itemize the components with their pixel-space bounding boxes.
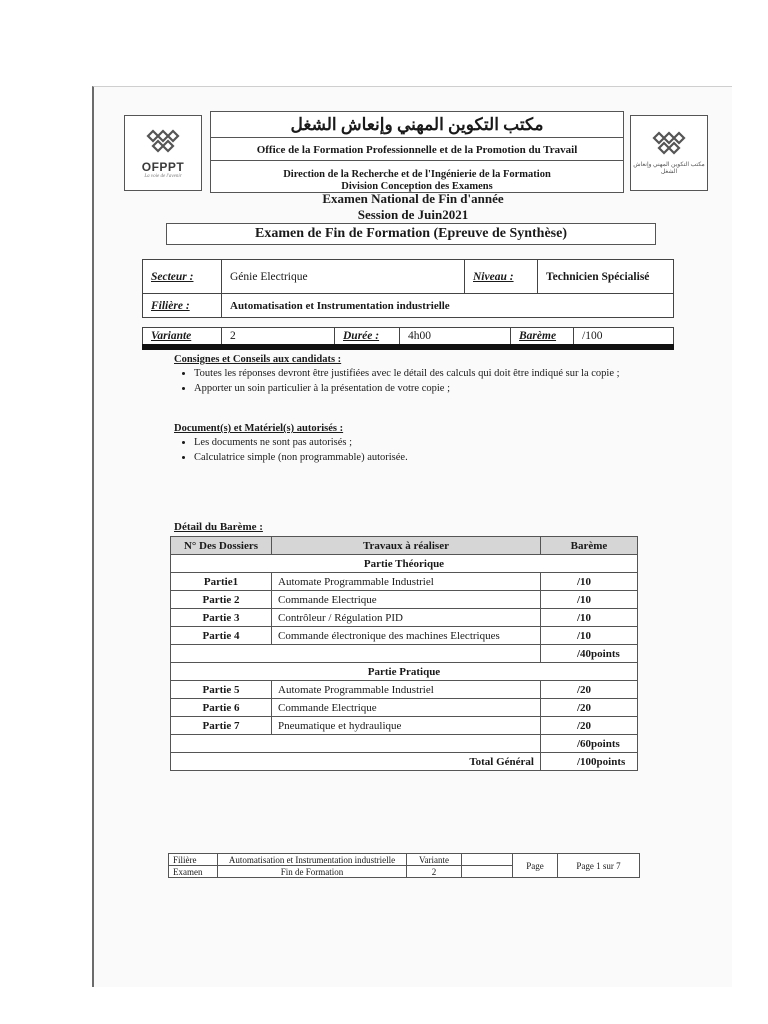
task-cell: Commande électronique des machines Electriques <box>272 627 541 645</box>
subtotal-row <box>171 735 638 753</box>
score-cell: /10 <box>541 627 638 645</box>
exam-page <box>92 86 732 987</box>
total-label: Total Général <box>171 753 541 771</box>
variante-label: Variante <box>143 328 222 345</box>
filiere-label: Filière : <box>143 294 222 318</box>
bareme-value: /100 <box>574 328 674 345</box>
table-row <box>171 717 638 735</box>
header-title-block <box>210 111 624 193</box>
part-cell: Partie 7 <box>171 717 272 735</box>
footer-examen-label: Examen <box>169 866 218 878</box>
score-cell: /10 <box>541 609 638 627</box>
bareme-title: Détail du Barème : <box>174 521 263 533</box>
footer-empty-cell <box>462 854 513 866</box>
score-cell: /20 <box>541 699 638 717</box>
exam-session: Session de Juin2021 <box>357 207 469 222</box>
section-title: Partie Théorique <box>171 555 638 573</box>
section-row-theorique <box>171 555 638 573</box>
task-cell: Automate Programmable Industriel <box>272 573 541 591</box>
ofppt-logo-arabic <box>630 115 708 191</box>
column-header: Barème <box>541 537 638 555</box>
part-cell: Partie 3 <box>171 609 272 627</box>
section-title: Partie Pratique <box>171 663 638 681</box>
task-cell: Automate Programmable Industriel <box>272 681 541 699</box>
info-table-top <box>142 259 674 318</box>
niveau-label: Niveau : <box>465 260 538 294</box>
ofppt-logo <box>124 115 202 191</box>
bareme-label: Barème <box>511 328 574 345</box>
empty-cell <box>171 645 541 663</box>
task-cell: Contrôleur / Régulation PID <box>272 609 541 627</box>
office-name: Office de la Formation Professionnelle et de la Promotion du Travail <box>256 144 578 156</box>
part-cell: Partie1 <box>171 573 272 591</box>
consignes-section <box>174 353 674 397</box>
documents-list <box>174 436 674 464</box>
footer-page-label: Page <box>513 854 558 878</box>
info-table-bottom <box>142 327 674 345</box>
footer-filiere-value: Automatisation et Instrumentation industrielle <box>218 854 407 866</box>
page-header <box>124 111 708 191</box>
score-cell: /10 <box>541 591 638 609</box>
score-cell: /20 <box>541 681 638 699</box>
total-value: /100points <box>541 753 638 771</box>
logo-text: OFPPT <box>141 159 185 174</box>
list-item: • Apporter un soin particulier à la présentation de votre copie ; <box>194 382 674 395</box>
separator-bar <box>142 344 674 350</box>
variante-value: 2 <box>222 328 335 345</box>
page-footer <box>168 853 640 878</box>
footer-variante-value: 2 <box>407 866 462 878</box>
logo-arabic-text: مكتب التكوين المهني وإنعاش الشغل <box>633 162 705 175</box>
direction-line-1: Direction de la Recherche et de l'Ingénierie de la Formation <box>283 169 551 180</box>
total-row <box>171 753 638 771</box>
list-item: • Les documents ne sont pas autorisés ; <box>194 436 674 449</box>
secteur-value: Génie Electrique <box>222 260 465 294</box>
score-cell: /20 <box>541 717 638 735</box>
part-cell: Partie 6 <box>171 699 272 717</box>
header-divider <box>211 160 623 161</box>
subtotal-cell: /40points <box>541 645 638 663</box>
column-header: Travaux à réaliser <box>272 537 541 555</box>
niveau-value: Technicien Spécialisé <box>538 260 674 294</box>
subtotal-row <box>171 645 638 663</box>
footer-examen-value: Fin de Formation <box>218 866 407 878</box>
list-item: • Calculatrice simple (non programmable) autorisée. <box>194 451 674 464</box>
arabic-title: مكتب التكوين المهني وإنعاش الشغل <box>290 115 544 134</box>
table-row <box>171 609 638 627</box>
part-cell: Partie 4 <box>171 627 272 645</box>
footer-variante-label: Variante <box>407 854 462 866</box>
bareme-table <box>170 536 638 771</box>
documents-section <box>174 422 674 466</box>
consignes-list <box>174 367 674 395</box>
task-cell: Commande Electrique <box>272 591 541 609</box>
filiere-value: Automatisation et Instrumentation industrielle <box>222 294 674 318</box>
exam-national-title: Examen National de Fin d'année <box>322 191 504 206</box>
table-row <box>171 681 638 699</box>
score-cell: /10 <box>541 573 638 591</box>
empty-cell <box>171 735 541 753</box>
duree-label: Durée : <box>335 328 400 345</box>
table-row <box>171 699 638 717</box>
section-row-pratique <box>171 663 638 681</box>
ofppt-logo-mark-icon <box>140 128 186 158</box>
task-cell: Pneumatique et hydraulique <box>272 717 541 735</box>
logo-subtitle: La voie de l'avenir <box>144 173 182 179</box>
table-row <box>171 573 638 591</box>
header-divider <box>211 137 623 138</box>
subtotal-cell: /60points <box>541 735 638 753</box>
part-cell: Partie 5 <box>171 681 272 699</box>
consignes-title: Consignes et Conseils aux candidats : <box>174 354 342 365</box>
footer-page-value: Page 1 sur 7 <box>558 854 640 878</box>
duree-value: 4h00 <box>400 328 511 345</box>
list-item: • Toutes les réponses devront être justifiées avec le détail des calculs qui doit être indiqué sur la copie ; <box>194 367 674 380</box>
table-row <box>171 627 638 645</box>
footer-empty-cell <box>462 866 513 878</box>
footer-filiere-label: Filière <box>169 854 218 866</box>
column-header: N° Des Dossiers <box>171 537 272 555</box>
secteur-label: Secteur : <box>143 260 222 294</box>
direction-line-2: Division Conception des Examens <box>341 181 493 192</box>
part-cell: Partie 2 <box>171 591 272 609</box>
table-row <box>171 591 638 609</box>
ofppt-logo-mark-icon <box>646 130 692 160</box>
documents-title: Document(s) et Matériel(s) autorisés : <box>174 423 344 434</box>
task-cell: Commande Electrique <box>272 699 541 717</box>
exam-main-title: Examen de Fin de Formation (Epreuve de Synthèse) <box>166 223 656 245</box>
